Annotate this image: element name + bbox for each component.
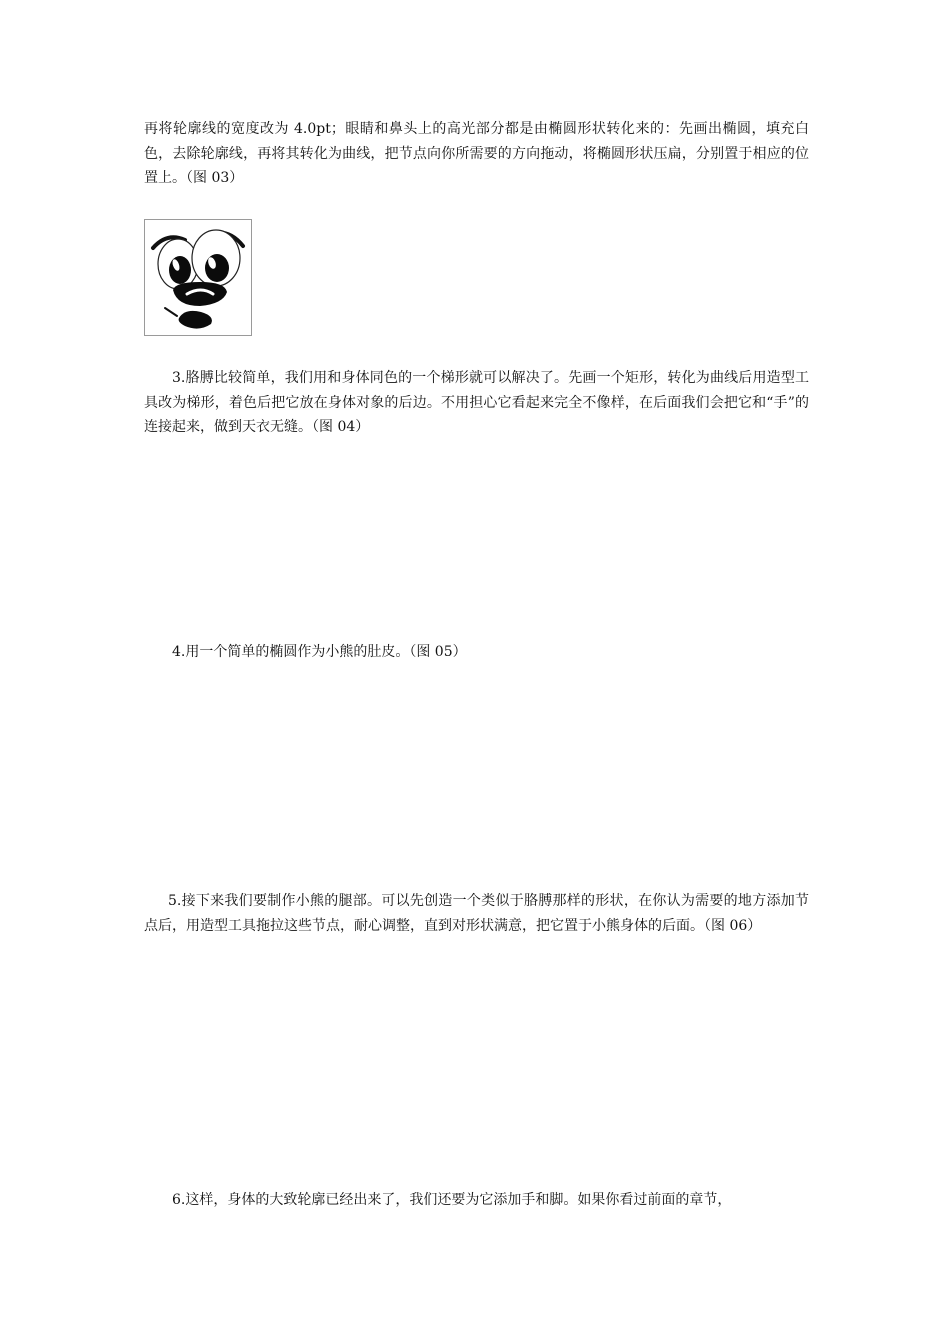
paragraph-step-6-hands-feet: 6.这样，身体的大致轮廓已经出来了，我们还要为它添加手和脚。如果你看过前面的章节，: [172, 1192, 732, 1208]
figure-03-cartoon-face: [144, 219, 252, 336]
mouth: [179, 311, 212, 329]
cartoon-face-icon: [145, 220, 251, 335]
nose: [173, 282, 227, 306]
paragraph-eye-nose-highlights: 再将轮廓线的宽度改为 4.0pt；眼睛和鼻头上的高光部分都是由椭圆形状转化来的：先画出椭圆，填充白色，去除轮廓线，再将其转化为曲线，把节点向你所需要的方向拖动，将椭圆形状压扁，分别置于相应的位置上。（图 03）: [144, 121, 809, 186]
paragraph-step-3-arms: 3.胳膊比较简单，我们用和身体同色的一个梯形就可以解决了。先画一个矩形，转化为曲线后用造型工具改为梯形，着色后把它放在身体对象的后边。不用担心它看起来完全不像样，在后面我们会把它和“手”的连接起来，做到天衣无缝。（图 04）: [144, 370, 809, 435]
mouth-line: [165, 308, 177, 316]
paragraph-step-5-legs: 5.接下来我们要制作小熊的腿部。可以先创造一个类似于胳膊那样的形状，在你认为需要的地方添加节点后，用造型工具拖拉这些节点，耐心调整，直到对形状满意，把它置于小熊身体的后面。（图 06）: [144, 893, 809, 934]
left-pupil: [169, 256, 191, 284]
paragraph-step-4-belly: 4.用一个简单的椭圆作为小熊的肚皮。（图 05）: [172, 644, 467, 660]
right-pupil: [205, 254, 229, 282]
